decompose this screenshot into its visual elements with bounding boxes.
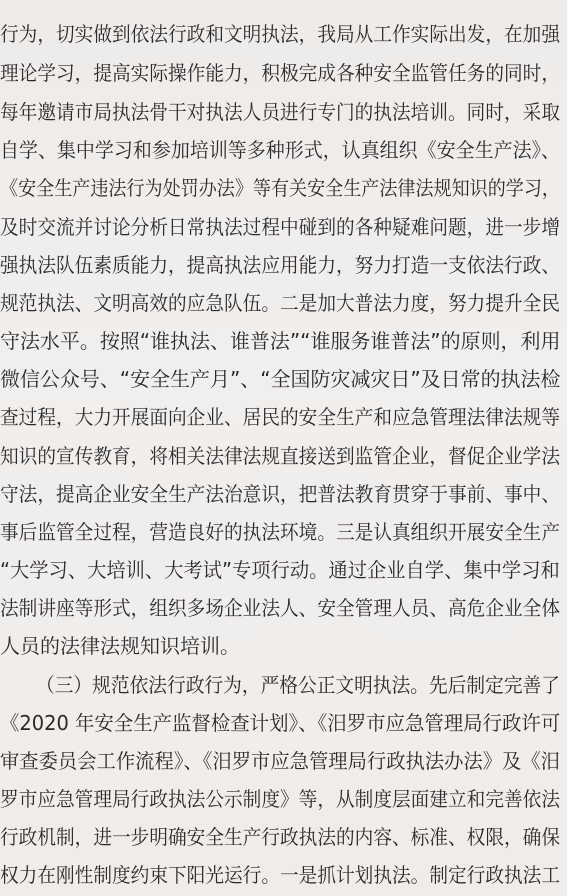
text-line: 理论学习，提高实际操作能力，积极完成各种安全监管任务的同时， [0,61,560,85]
text-line: 事后监管全过程，营造良好的执法环境。三是认真组织开展安全生产 [0,520,560,544]
text-line: “大学习、大培训、大考试”专项行动。通过企业自学、集中学习和 [0,558,560,582]
text-line: 《2020 年安全生产监督检查计划》、《汨罗市应急管理局行政许可 [0,711,561,735]
text-line: 审查委员会工作流程》、《汨罗市应急管理局行政执法办法》及《汨 [0,749,560,773]
text-line: 及时交流并讨论分析日常执法过程中碰到的各种疑难问题，进一步增 [0,215,560,239]
text-line: 行为，切实做到依法行政和文明执法，我局从工作实际出发，在加强 [0,22,560,46]
text-line: 《安全生产违法行为处罚办法》等有关安全生产法律法规知识的学习， [0,176,560,200]
text-line: 自学、集中学习和参加培训等多种形式，认真组织《安全生产法》、 [0,138,561,162]
text-line: 法制讲座等形式，组织多场企业法人、安全管理人员、高危企业全体 [0,596,560,620]
text-line: 行政机制，进一步明确安全生产行政执法的内容、标准、权限，确保 [0,825,560,849]
text-line: 每年邀请市局执法骨干对执法人员进行专门的执法培训。同时，采取 [0,100,560,124]
text-line: 罗市应急管理局行政执法公示制度》等，从制度层面建立和完善依法 [0,787,560,811]
text-line: 知识的宣传教育，将相关法律法规直接送到监管企业，督促企业学法 [0,444,560,468]
text-line: 守法，提高企业安全生产法治意识，把普法教育贯穿于事前、事中、 [0,482,560,506]
text-line: 守法水平。按照“谁执法、谁普法”“谁服务谁普法”的原则，利用 [0,329,561,353]
text-line: 查过程，大力开展面向企业、居民的安全生产和应急管理法律法规等 [0,405,560,429]
text-line: 微信公众号、“安全生产月”、“全国防灾减灾日”及日常的执法检 [0,367,561,391]
text-line: 规范执法、文明高效的应急队伍。二是加大普法力度，努力提升全民 [0,291,560,315]
text-line: 人员的法律法规知识培训。 [0,634,240,658]
text-line: 权力在刚性制度约束下阳光运行。一是抓计划执法。制定行政执法工 [0,863,560,887]
section-heading-line: （三）规范依法行政行为，严格公正文明执法。先后制定完善了 [36,673,560,697]
text-line: 强执法队伍素质能力，提高执法应用能力，努力打造一支依法行政、 [0,253,560,277]
